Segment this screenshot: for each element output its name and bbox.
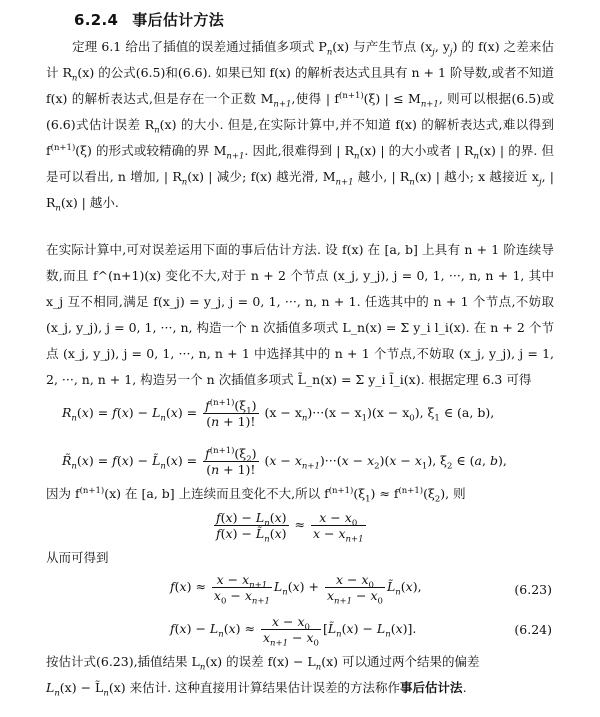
equation-rn-tilde: $R̃_n(x) = f(x)$ − $L̃_n(x)$ = $\frac{f^{(n+1)}(\xi_2)}{(n + 1)!}$ $(x - x_{n+1})\cdot\cdot\cdot(x - x_2)(x - x_1)$, $\xi_2$ ∈ (a, b), bbox=[62, 445, 507, 477]
section-title: 事后估计方法 bbox=[132, 11, 225, 29]
section-number: 6.2.4 bbox=[74, 11, 119, 29]
equation-6-24: $f(x) - L_n(x)$ ≈ $\frac{x - x_0}{x_{n+1} - x_0}$ $[L̃_n(x) - L_n(x)]$. bbox=[170, 614, 417, 649]
equation-rn: $R_n(x) = f(x) - L_n(x)$ = $\frac{f^{(n+1)}(\xi_1)}{(n + 1)!}$ $(x - x_n)\cdot\cdot\cdot(x - x_1)(x - x_0)$, $\xi_1$ ∈ (a, b), bbox=[62, 397, 495, 429]
because-line: 因为 $f^{(n+1)}(x)$ 在 [a, b] 上连续而且变化不大,所以 $f^{(n+1)}(\xi_1) \approx f^{(n+1)}(\xi_2)$, 则 bbox=[46, 485, 466, 505]
term-bold: 事后估计法 bbox=[400, 680, 463, 695]
equation-number-6-23: (6.23) bbox=[514, 582, 552, 597]
equation-number-6-24: (6.24) bbox=[514, 622, 552, 637]
equation-ratio: $\frac{f(x) - L_n(x)}{f(x) - L̃_n(x)}$ ≈ $\frac{x - x_0}{x - x_{n+1}}$ bbox=[216, 510, 364, 545]
section-heading bbox=[74, 9, 224, 30]
paragraph-2: 在实际计算中,可对误差运用下面的事后估计方法. 设 f(x) 在 [a, b] 上具有 n + 1 阶连续导数,而且 f^(n+1)(x) 变化不大,对于 n + 2 个节点 (x_j, y_j), j = 0, 1, ···, n, n + 1, 其中 x_j 互不相同,满足 f(x_j) = y_j, j = 0, 1, ···, n, n + 1. 任选其中的 n + 1 个节点,不妨取 (x_j, y_j), j = 0, 1, ···, n, 构造一个 n 次插值多项式 L_n(x) = Σ y_i l_i(x). 在 n + 2 个节点 (x_j, y_j), j = 0, 1, ···, n, n + 1 中选择其中的 n + 1 个节点,不妨取 (x_j, y_j), j = 1, 2, ···, n, n + 1, 构造另一个 n 次插值多项式 L̃_n(x) = Σ y_i l̃_i(x). 根据定理 6.3 可得 bbox=[46, 242, 554, 387]
equation-6-23: f(x) ≈ $\frac{x - x_{n+1}}{x_0 - x_{n+1}}$ $L_n(x)$ + $\frac{x - x_0}{x_{n+1} - x_0}$ $L̃_n(x)$, bbox=[170, 572, 422, 607]
final-line-1: 按估计式(6.23),插值结果 $L_n(x)$ 的误差 $f(x) - L_n(x)$ 可以通过两个结果的偏差 bbox=[46, 654, 480, 673]
thus-line: 从而可得到 bbox=[46, 550, 109, 565]
final-line-2: $L_n(x)$ − $L̃_n(x)$ 来估计. 这种直接用计算结果估计误差的方法称作事后估计法. bbox=[46, 680, 467, 699]
paragraph-1: 定理 6.1 给出了插值的误差通过插值多项式 $P_n(x)$ 与产生节点 ($x_j$, $y_j$) 的 f(x) 之差来估计 $R_n(x)$ 的公式(6.5)和(6.6). 如果已知 f(x) 的解析表达式且具有 n + 1 阶导数,或者不知道 f(x) 的解析表达式,但是存在一个正数 $M_{n+1}$,使得 | $f^{(n+1)}(\xi)$ | ≤ $M_{n+1}$, 则可以根据(6.5)或(6.6)式估计误差 $R_n(x)$ 的大小. 但是,在实际计算中,并不知道 f(x) 的解析表达式,难以得到 $f^{(n+1)}(\xi)$ 的形式或较精确的界 $M_{n+1}$. 因此,很难得到 | $R_n(x)$ | 的大小或者 | $R_n(x)$ | 的界. 但是可以看出, n 增加, | $R_n(x)$ | 减少; f(x) 越光滑, $M_{n+1}$ 越小, | $R_n(x)$ | 越小; x 越接近 $x_j$, | $R_n(x)$ | 越小. bbox=[46, 39, 554, 214]
